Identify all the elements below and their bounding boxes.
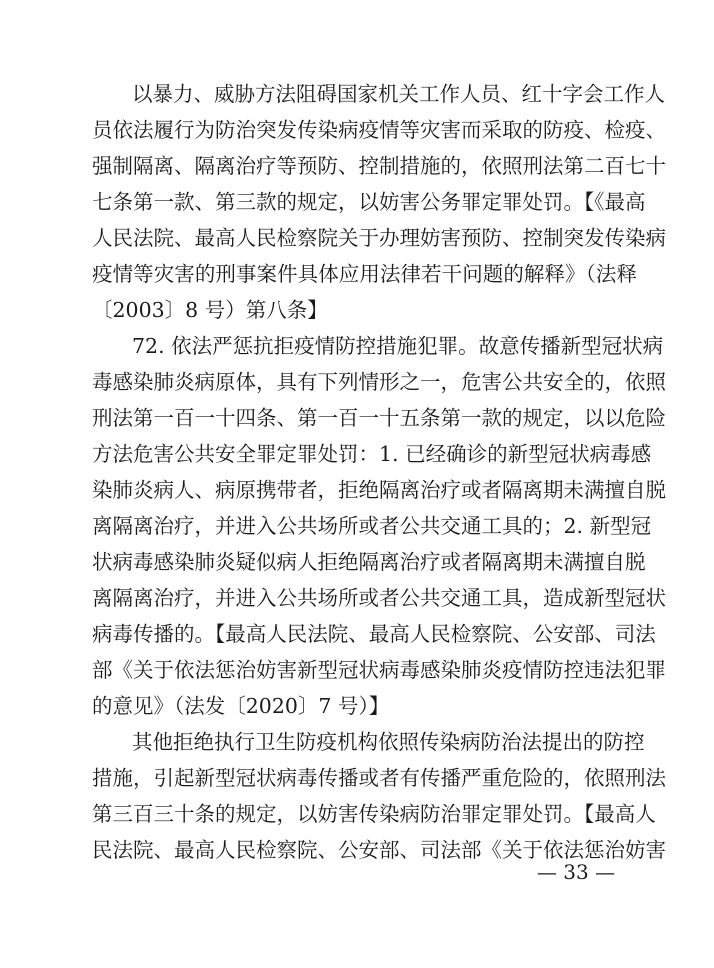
paragraph-1-line-2: 员依法履行为防治突发传染病疫情等灾害而采取的防疫、检疫、 — [92, 118, 666, 142]
page-number: — 33 — — [536, 860, 616, 884]
paragraph-2-line-7: 状病毒感染肺炎疑似病人拒绝隔离治疗或者隔离期未满擅自脱 — [92, 550, 646, 574]
paragraph-2-line-6: 离隔离治疗，并进入公共场所或者公共交通工具的；2. 新型冠 — [92, 514, 652, 538]
paragraph-1-line-1: 以暴力、威胁方法阻碍国家机关工作人员、红十字会工作人 — [132, 82, 665, 106]
paragraph-1-line-3: 强制隔离、隔离治疗等预防、控制措施的，依照刑法第二百七十 — [92, 154, 666, 178]
paragraph-3-line-1: 其他拒绝执行卫生防疫机构依照传染病防治法提出的防控 — [132, 730, 645, 754]
paragraph-2-line-2: 毒感染肺炎病原体，具有下列情形之一，危害公共安全的，依照 — [92, 370, 666, 394]
paragraph-1-line-4: 七条第一款、第三款的规定，以妨害公务罪定罪处罚。【《最高 — [92, 190, 646, 214]
paragraph-2-line-4: 方法危害公共安全罪定罪处罚：1. 已经确诊的新型冠状病毒感 — [92, 442, 652, 466]
paragraph-3-line-2: 措施，引起新型冠状病毒传播或者有传播严重危险的，依照刑法 — [92, 766, 666, 790]
paragraph-2-line-9: 病毒传播的。【最高人民法院、最高人民检察院、公安部、司法 — [92, 622, 656, 646]
paragraph-3-line-4: 民法院、最高人民检察院、公安部、司法部《关于依法惩治妨害 — [92, 838, 666, 862]
paragraph-2-line-11: 的意见》（法发〔2020〕7 号）】 — [92, 694, 390, 718]
paragraph-1-line-6: 疫情等灾害的刑事案件具体应用法律若干问题的解释》（法释 — [92, 262, 637, 286]
paragraph-2-line-1: 72. 依法严惩抗拒疫情防控措施犯罪。故意传播新型冠状病 — [132, 334, 664, 358]
paragraph-3-line-3: 第三百三十条的规定，以妨害传染病防治罪定罪处罚。【最高人 — [92, 802, 656, 826]
paragraph-2-line-3: 刑法第一百一十四条、第一百一十五条第一款的规定，以以危险 — [92, 406, 666, 430]
paragraph-2-line-5: 染肺炎病人、病原携带者，拒绝隔离治疗或者隔离期未满擅自脱 — [92, 478, 666, 502]
paragraph-1-line-5: 人民法院、最高人民检察院关于办理妨害预防、控制突发传染病 — [92, 226, 666, 250]
paragraph-2-line-8: 离隔离治疗，并进入公共场所或者公共交通工具，造成新型冠状 — [92, 586, 666, 610]
paragraph-1-line-7: 〔2003〕8 号）第八条】 — [92, 298, 328, 322]
paragraph-2-line-10: 部《关于依法惩治妨害新型冠状病毒感染肺炎疫情防控违法犯罪 — [92, 658, 666, 682]
